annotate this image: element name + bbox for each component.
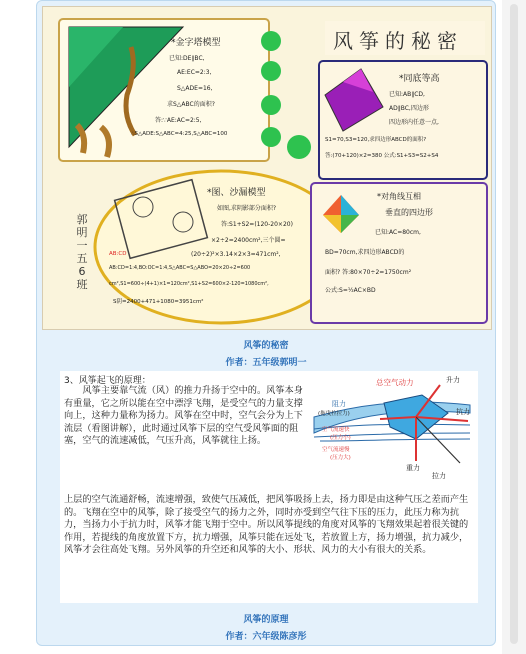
author-char: 班 <box>76 278 88 291</box>
poster-image <box>42 6 492 330</box>
diag-line-2: BD=70cm,求四边形ABCD的 <box>325 249 405 256</box>
hourglass-line-2: 答:S1+S2=(120-20×20) <box>221 221 293 228</box>
author-char: 一 <box>76 239 88 252</box>
poster-author-vertical <box>65 213 99 291</box>
pyramid-heading: *金字塔模型 <box>171 38 221 48</box>
kite-line-3: 四边形内任意一点, <box>389 119 439 126</box>
pyramid-line-5: 答:∵AE:AC=2:5, <box>155 117 202 124</box>
scrollbar-track[interactable] <box>502 0 526 654</box>
article-heading: 3、风筝起飞的原理： <box>64 376 151 386</box>
kite-line-5: 答:(70+120)×2=380 公式:S1+S3=S2+S4 <box>325 153 439 159</box>
author-char: 五 <box>76 252 88 265</box>
kite-line-2: AD∥BC,四边形 <box>389 105 429 112</box>
hourglass-line-7: S阴=2400+471+1080=3951cm² <box>113 299 204 305</box>
hourglass-label: AB:CD <box>109 251 127 257</box>
pyramid-line-6: ∴S△ADE:S△ABC=4:25,S△ABC=100 <box>131 131 228 137</box>
pyramid-line-4: 求S△ABC的面积? <box>167 101 215 108</box>
diagram-lower-flow: 空气流速慢 <box>322 447 350 453</box>
diagram-upper-pressure: (压力小) <box>330 435 351 441</box>
hourglass-line-6: cm²,S1=600÷(4+1)×1=120cm²,S1+S2=600×2-120=1080cm², <box>109 281 269 287</box>
article-image <box>60 371 478 603</box>
article-paragraph-2: 上层的空气流通舒畅，流速增强，致使气压减低，把风筝吸扬上去，扬力即是由这种气压之差而产生的。飞翔在空中的风筝，除了接受空气的扬力之外，同时亦受到空气往下压的压力，此压力称为抗力，当扬力小于抗力时，风筝才能飞翔于空中。所以风筝提线的角度对风筝的飞翔效果起着很关键的作用，若提线的角度放置下方，抗力增强，风筝只能在远处飞，若放置上方，扬力增强，抗力减少，风筝才会往高处飞翔。另外风筝的升空还和风筝的大小、形状、风力的大小有很大的关系。 <box>64 494 469 556</box>
hourglass-line-3: ×2÷2=2400cm²,三个圆= <box>211 237 286 244</box>
diag-heading: *对角线互相 <box>377 192 421 201</box>
poster-title: 风筝的秘密 <box>333 29 463 53</box>
diagram-drag: 抗力 <box>456 408 470 416</box>
diag-line-1: 已知:AC=80cm, <box>375 229 421 236</box>
image1-caption-author: 作者：五年级郭明一 <box>225 358 307 368</box>
diag-line-3: 面积? 答:80×70÷2=1750cm² <box>325 269 412 276</box>
pyramid-line-2: AE:EC=2:3, <box>177 69 212 76</box>
diag-line-4: 公式:S=½AC×BD <box>325 287 376 294</box>
kite-heading: *同底等高 <box>399 74 440 84</box>
article-paragraph-1: 风筝主要靠气流（风）的推力升扬于空中的。风筝本身有重量，它之所以能在空中漂浮飞翔，是受空气的力量支撑向上，这种力量称为扬力。风筝在空中时，空气会分为上下流层（看图讲解），此时通过风筝下层的空气受风筝面的阻塞，空气的流速减低，气压升高，风筝就往上扬。 <box>64 385 303 447</box>
image1-caption-title: 风筝的秘密 <box>243 341 289 351</box>
hourglass-heading: *图、沙漏模型 <box>207 188 266 198</box>
hourglass-line-1: 如图,求阴影部分面积? <box>217 205 277 212</box>
hourglass-line-5: AB:CD=1:4,BO:OC=1:4,S△ABC=S△ABO=20×20÷2=600 <box>109 265 251 271</box>
diagram-total-force: 总空气动力 <box>376 378 414 387</box>
pyramid-line-3: S△ADE=16, <box>177 85 213 92</box>
image2-caption-title: 风筝的原理 <box>243 615 289 625</box>
hourglass-line-4: (20÷2)²×3.14×2×3=471cm², <box>191 251 281 258</box>
diagram-upper-flow: 空气流速快 <box>322 427 350 433</box>
diagram-pull: 拉力 <box>432 472 446 480</box>
diag-subheading: 垂直的四边形 <box>385 208 433 217</box>
author-char: 郭 <box>76 213 88 226</box>
diagram-resistance: 阻力 <box>332 400 346 408</box>
diagram-resistance-note: (拖曳拉拉力) <box>318 411 350 417</box>
kite-line-4: S1=70,S3=120,求四边形ABCD的面积? <box>325 137 427 143</box>
diagram-gravity: 重力 <box>406 464 420 472</box>
kite-line-1: 已知:AB∥CD, <box>389 91 425 98</box>
pyramid-line-1: 已知:DE∥BC, <box>169 55 205 62</box>
author-char: 6 <box>78 265 86 278</box>
diagram-lower-pressure: (压力大) <box>330 455 351 461</box>
image2-caption-author: 作者：六年级陈彦彤 <box>225 632 307 642</box>
diagram-lift: 升力 <box>446 376 460 384</box>
scrollbar-thumb[interactable] <box>510 4 518 644</box>
author-char: 明 <box>76 226 88 239</box>
